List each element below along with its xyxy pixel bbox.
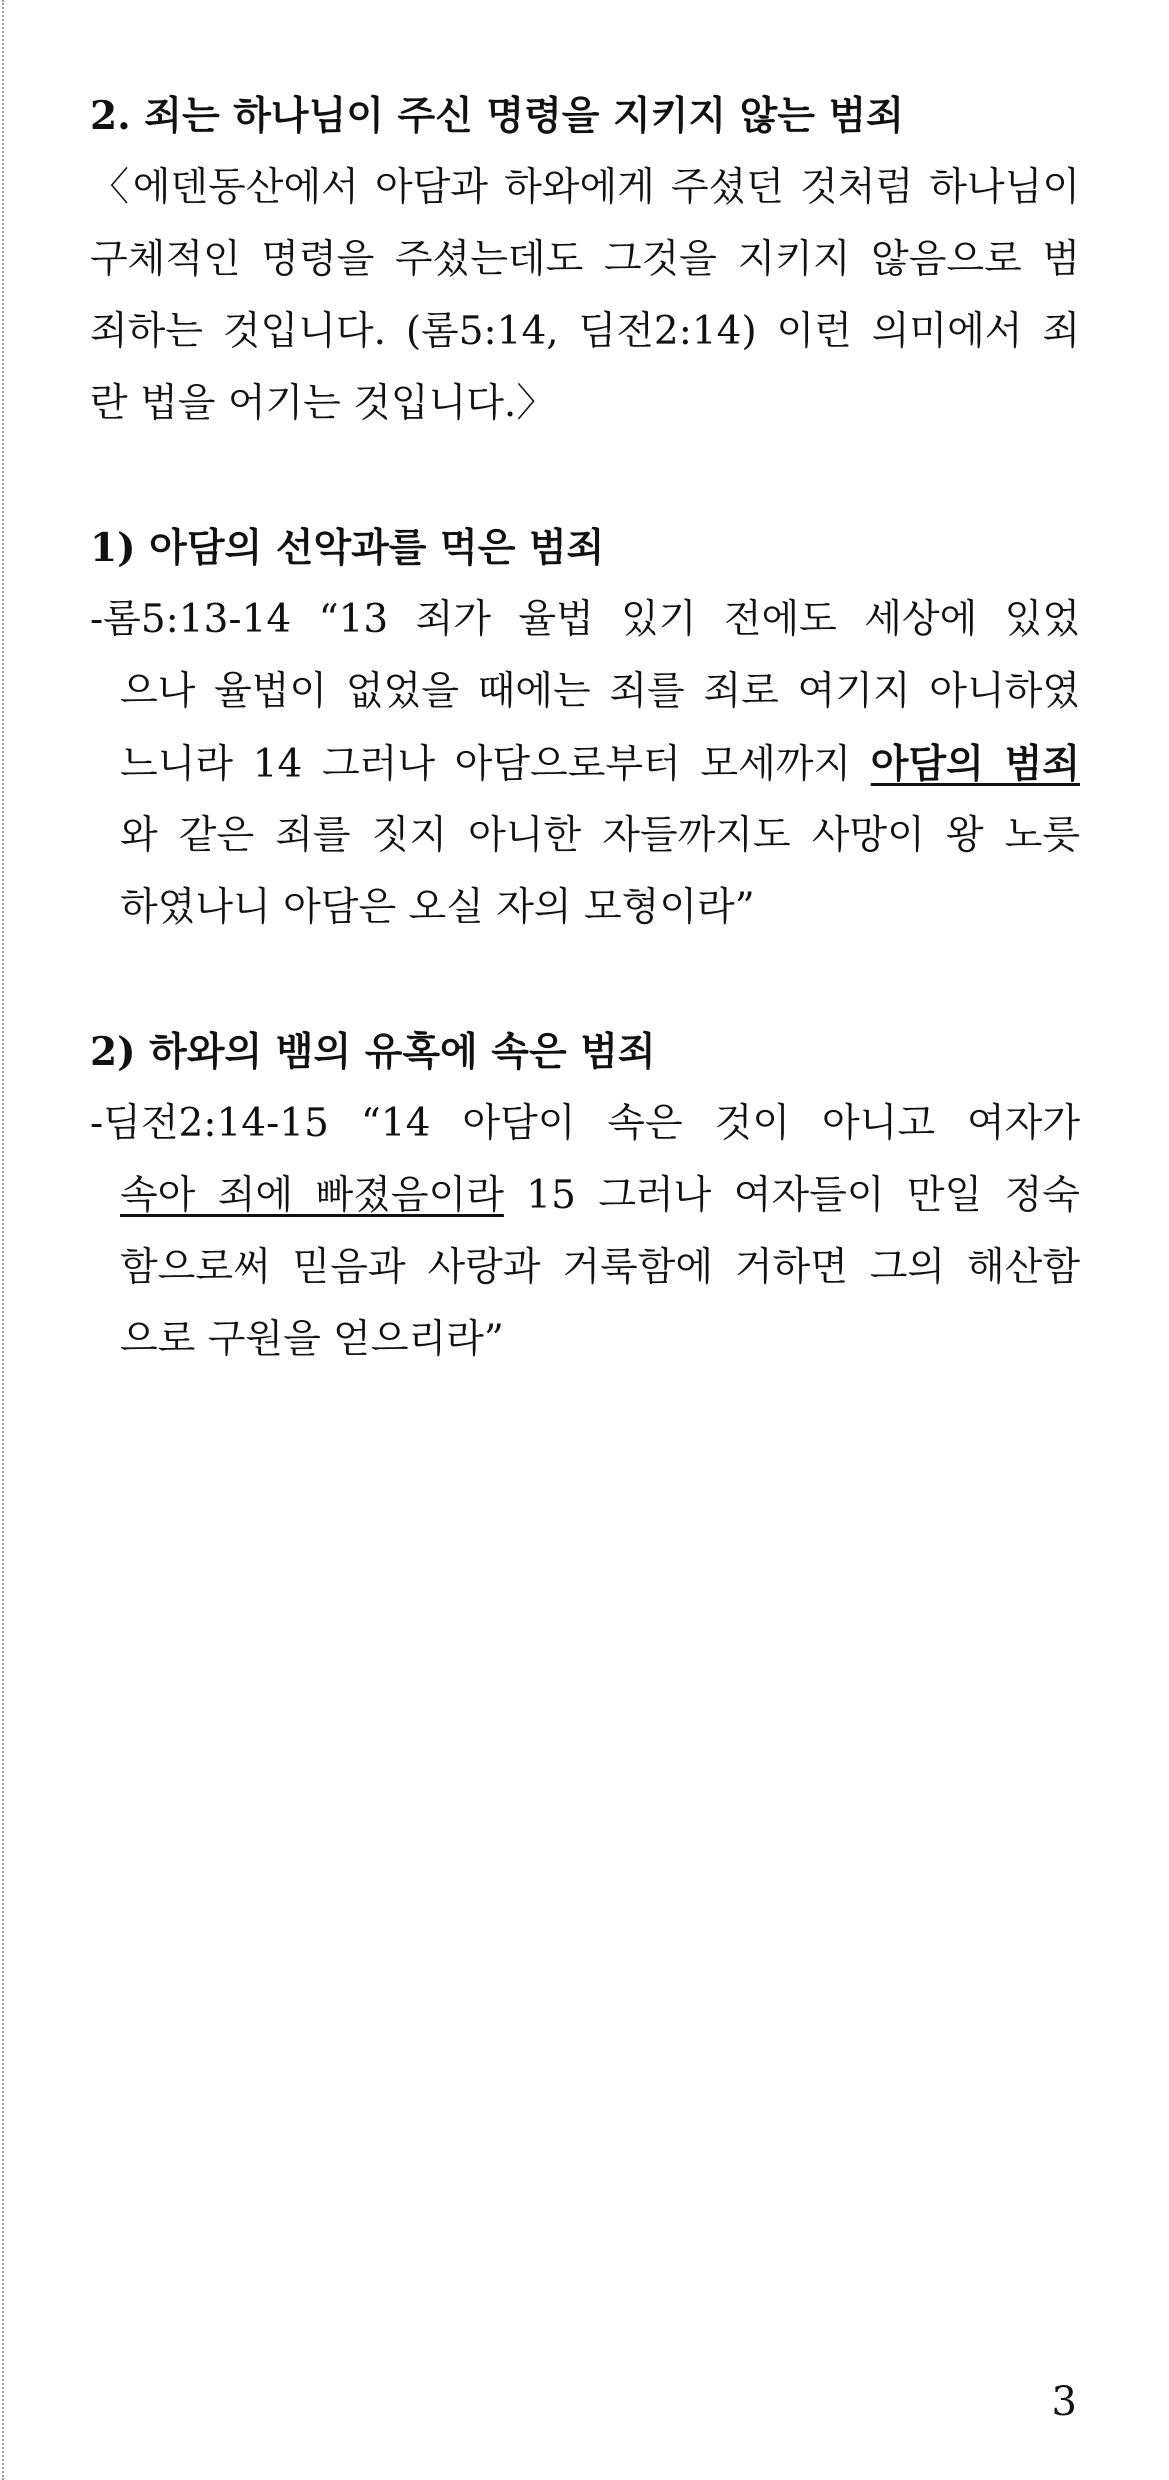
verse-2-line-3: 함으로써 믿음과 사랑과 거룩함에 거하면 그의 해산함 <box>120 1245 1080 1290</box>
verse-1-line-3 <box>90 728 1080 800</box>
verse-2-line-4: 으로 구원을 얻으리라” <box>120 1317 504 1362</box>
emphasized-phrase-adams-sin: 아담의 범죄 <box>870 741 1080 787</box>
verse-2-line-1: -딤전2:14-15 “14 아담이 속은 것이 아니고 여자가 <box>90 1101 1080 1146</box>
verse-2-line-2 <box>90 1160 1080 1232</box>
page-margin-line <box>2 0 4 2480</box>
subsection-2-heading: 2) 하와의 뱀의 유혹에 속은 범죄 <box>90 1029 656 1075</box>
spacer <box>90 440 1080 512</box>
verse-1-line-3-text: 느니라 14 그러나 아담으로부터 모세까지 <box>120 742 871 787</box>
spacer <box>90 944 1080 1016</box>
intro-line-1: 〈에덴동산에서 아담과 하와에게 주셨던 것처럼 하나님이 <box>90 165 1080 210</box>
document-body <box>90 80 1080 1376</box>
section-heading: 2. 죄는 하나님이 주신 명령을 지키지 않는 범죄 <box>90 93 904 139</box>
page-number: 3 <box>1051 2379 1077 2425</box>
underlined-phrase-deceived: 속아 죄에 빠졌음이라 <box>120 1173 504 1218</box>
intro-line-4: 란 법을 어기는 것입니다.〉 <box>90 381 556 426</box>
verse-1-line-2: 으나 율법이 없었을 때에는 죄를 죄로 여기지 아니하였 <box>120 669 1080 714</box>
verse-1-line-4: 와 같은 죄를 짓지 아니한 자들까지도 사망이 왕 노릇 <box>120 813 1080 858</box>
verse-2-line-2-text: 15 그러나 여자들이 만일 정숙 <box>503 1173 1080 1218</box>
subsection-1-heading: 1) 아담의 선악과를 먹은 범죄 <box>90 525 605 571</box>
verse-1-line-5: 하였나니 아담은 오실 자의 모형이라” <box>120 885 755 930</box>
intro-line-2: 구체적인 명령을 주셨는데도 그것을 지키지 않음으로 범 <box>90 237 1080 282</box>
intro-line-3: 죄하는 것입니다. (롬5:14, 딤전2:14) 이런 의미에서 죄 <box>90 309 1080 354</box>
verse-1-line-1: -롬5:13-14 “13 죄가 율법 있기 전에도 세상에 있었 <box>90 597 1080 642</box>
